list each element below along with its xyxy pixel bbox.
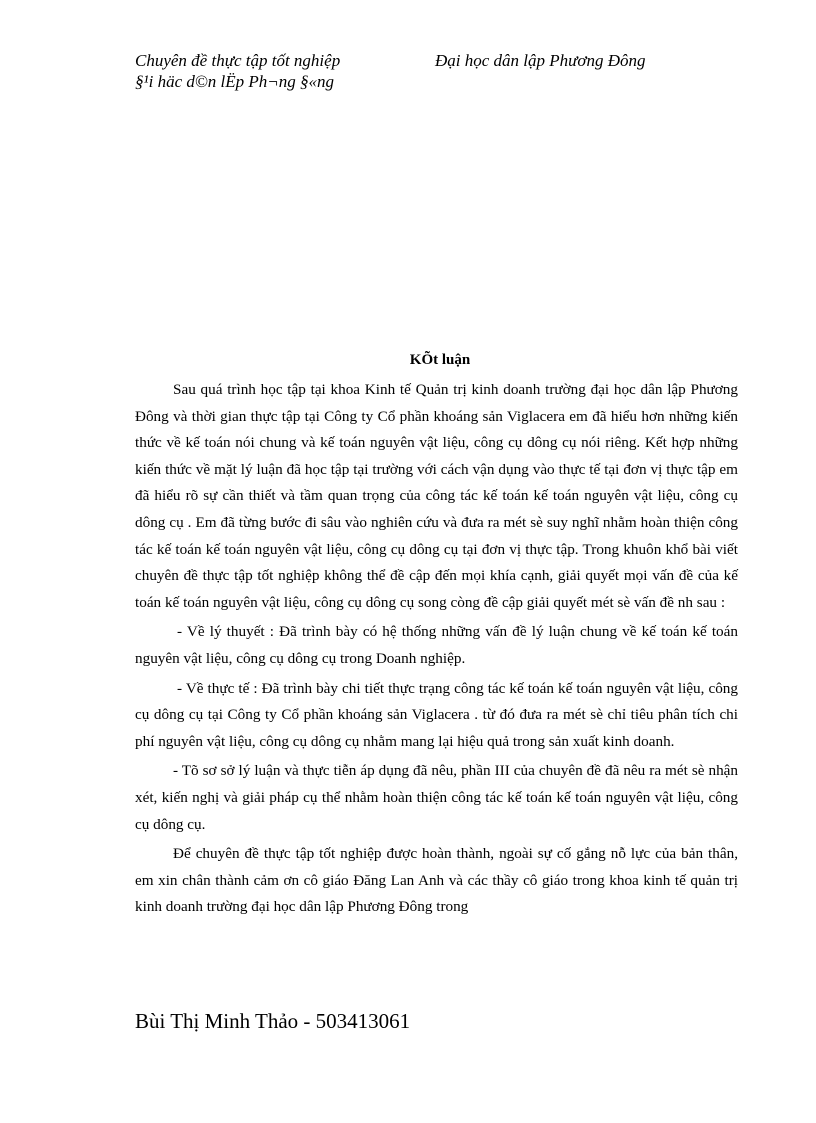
page-footer-author: Bùi Thị Minh Thảo - 503413061 bbox=[135, 1009, 411, 1033]
section-title: KÕt luận bbox=[409, 352, 471, 368]
paragraph-thanks: Để chuyên đề thực tập tốt nghiệp được hoàn thành, ngoài sự cố gắng nỗ lực của bản thân, em xin chân thành cảm ơn cô giáo Đăng Lan Anh và các thầy cô giáo trong khoa kinh tế quản trị kinh doanh trường đại học dân lập Phương Đông trong bbox=[135, 845, 738, 916]
paragraph-theory: - Về lý thuyết : Đã trình bày có hệ thống những vấn đề lý luận chung về kế toán kế toán nguyên vật liệu, công cụ dông cụ trong Doanh nghiệp. bbox=[135, 623, 738, 667]
paragraph-basis: - Tõ sơ sở lý luận và thực tiễn áp dụng đã nêu, phần III của chuyên đề đã nêu ra mét sè nhận xét, kiến nghị và giải pháp cụ thể nhằm hoàn thiện công tác kế toán kế toán nguyên vật liệu, công cụ dông cụ. bbox=[135, 762, 738, 833]
header-document-type: Chuyên đề thực tập tốt nghiệp bbox=[135, 51, 341, 70]
paragraph-intro: Sau quá trình học tập tại khoa Kinh tế Quản trị kinh doanh trường đại học dân lập Phương Đông và thời gian thực tập tại Công ty Cổ phần khoáng sản Viglacera em đã hiểu hơn những kiến thức về kế toán nói chung và kế toán nguyên vật liệu, công cụ dông cụ nói riêng. Kết hợp những kiến thức về mặt lý luận đã học tập tại trường với cách vận dụng vào thực tế tại đơn vị thực tập em đã hiểu rõ sự cần thiết và tầm quan trọng của công tác kế toán kế toán nguyên vật liệu, công cụ dông cụ . Em đã từng bước đi sâu vào nghiên cứu và đưa ra mét sè suy nghĩ nhằm hoàn thiện công tác kế toán kế toán nguyên vật liệu, công cụ dông cụ tại đơn vị thực tập. Trong khuôn khổ bài viết chuyên đề thực tập tốt nghiệp không thể đề cập đến mọi khía cạnh, giải quyết mọi vấn đề của kế toán kế toán nguyên vật liệu, công cụ dông cụ song còng đề cập giải quyết mét sè vấn đề nh sau : bbox=[135, 381, 738, 611]
body-text bbox=[135, 377, 738, 924]
paragraph-practice: - Về thực tế : Đã trình bày chi tiết thực trạng công tác kế toán kế toán nguyên vật liệu, công cụ dông cụ tại Công ty Cổ phần khoáng sản Viglacera . từ đó đưa ra mét sè chỉ tiêu phân tích chi phí nguyên vật liệu, công cụ dông cụ nhằm mang lại hiệu quả trong sản xuất kinh doanh. bbox=[135, 679, 738, 750]
page-header bbox=[135, 50, 646, 92]
header-university: Đại học dân lập Phương Đông bbox=[435, 51, 646, 70]
header-university-garbled: §¹i häc d©n lËp Ph¬ng §«ng bbox=[135, 72, 334, 91]
